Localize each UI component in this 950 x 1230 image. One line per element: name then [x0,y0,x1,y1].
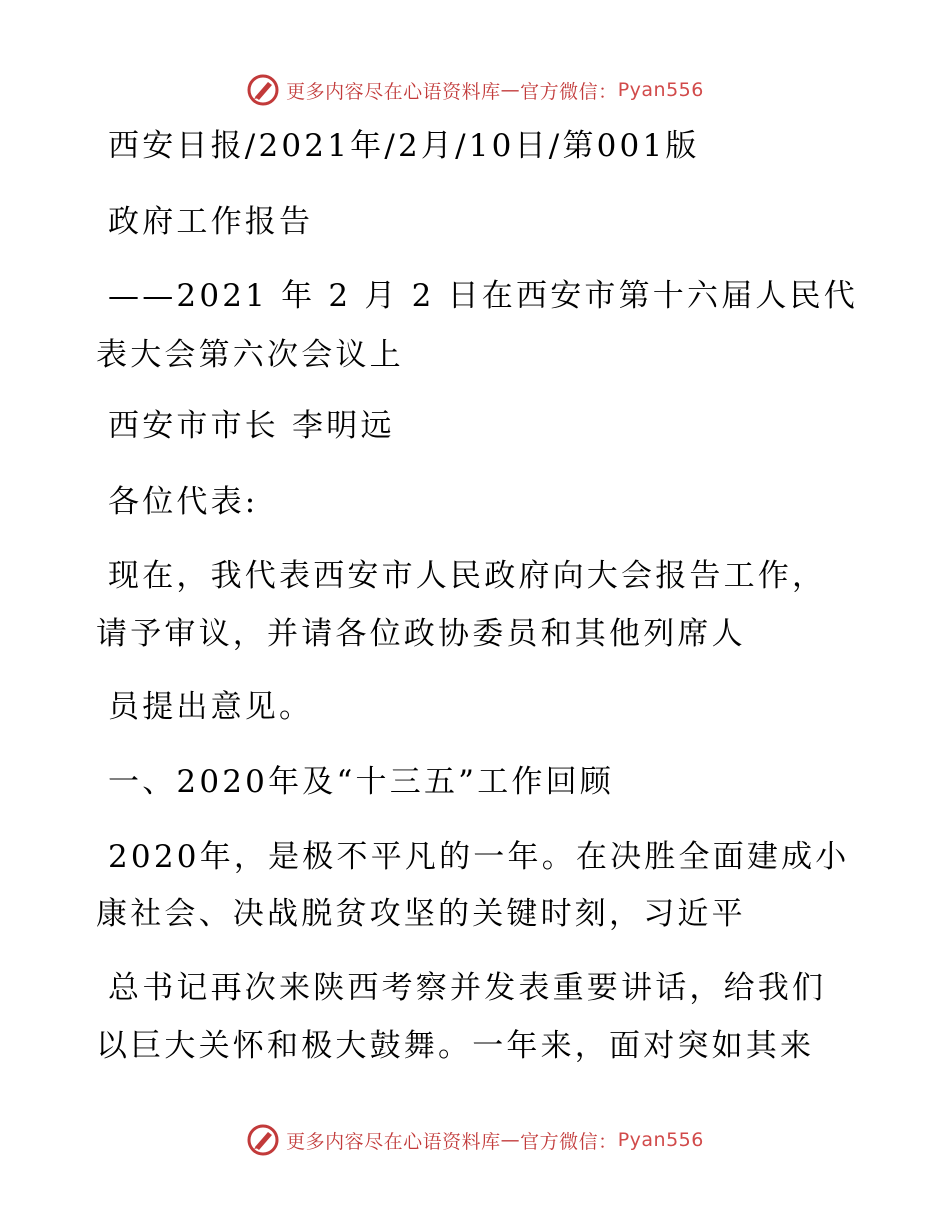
watermark-id: Pyan556 [617,79,704,101]
paragraph-1-line-1: 现在，我代表西安市人民政府向大会报告工作， [108,558,827,594]
footer-watermark [0,1123,950,1157]
watermark-separator: — [500,79,521,101]
paragraph-2-line-3: 总书记再次来陕西考察并发表重要讲话，给我们 [108,970,827,1006]
pen-seal-logo-icon [246,1123,280,1157]
author-line: 西安市市长 李明远 [108,408,395,444]
source-line: 西安日报/2021年/2月/10日/第001版 [108,128,700,164]
watermark-label: 官方微信： [520,80,618,103]
paragraph-2-line-2: 康社会、决战脱贫攻坚的关键时刻，习近平 [96,896,746,932]
watermark-text: 更多内容尽在心语资料库 [286,1130,501,1153]
watermark-id: Pyan556 [617,1129,704,1151]
paragraph-1-line-3: 员提出意见。 [108,689,314,725]
subtitle-line-1: ——2021 年 2 月 2 日在西安市第十六届人民代 [108,278,859,314]
watermark-separator: — [500,1129,521,1151]
paragraph-2-line-4: 以巨大关怀和极大鼓舞。一年来，面对突如其来 [96,1028,815,1064]
paragraph-1-line-2: 请予审议，并请各位政协委员和其他列席人 [96,616,746,652]
section-heading: 一、2020年及“十三五”工作回顾 [108,764,614,800]
salutation: 各位代表: [108,484,259,520]
watermark-label: 官方微信： [520,1130,618,1153]
header-watermark [0,73,950,107]
paragraph-2-line-1: 2020年，是极不平凡的一年。在决胜全面建成小 [108,839,850,875]
watermark-text: 更多内容尽在心语资料库 [286,80,501,103]
document-title: 政府工作报告 [108,204,314,240]
pen-seal-logo-icon [246,73,280,107]
subtitle-line-2: 表大会第六次会议上 [96,337,404,373]
